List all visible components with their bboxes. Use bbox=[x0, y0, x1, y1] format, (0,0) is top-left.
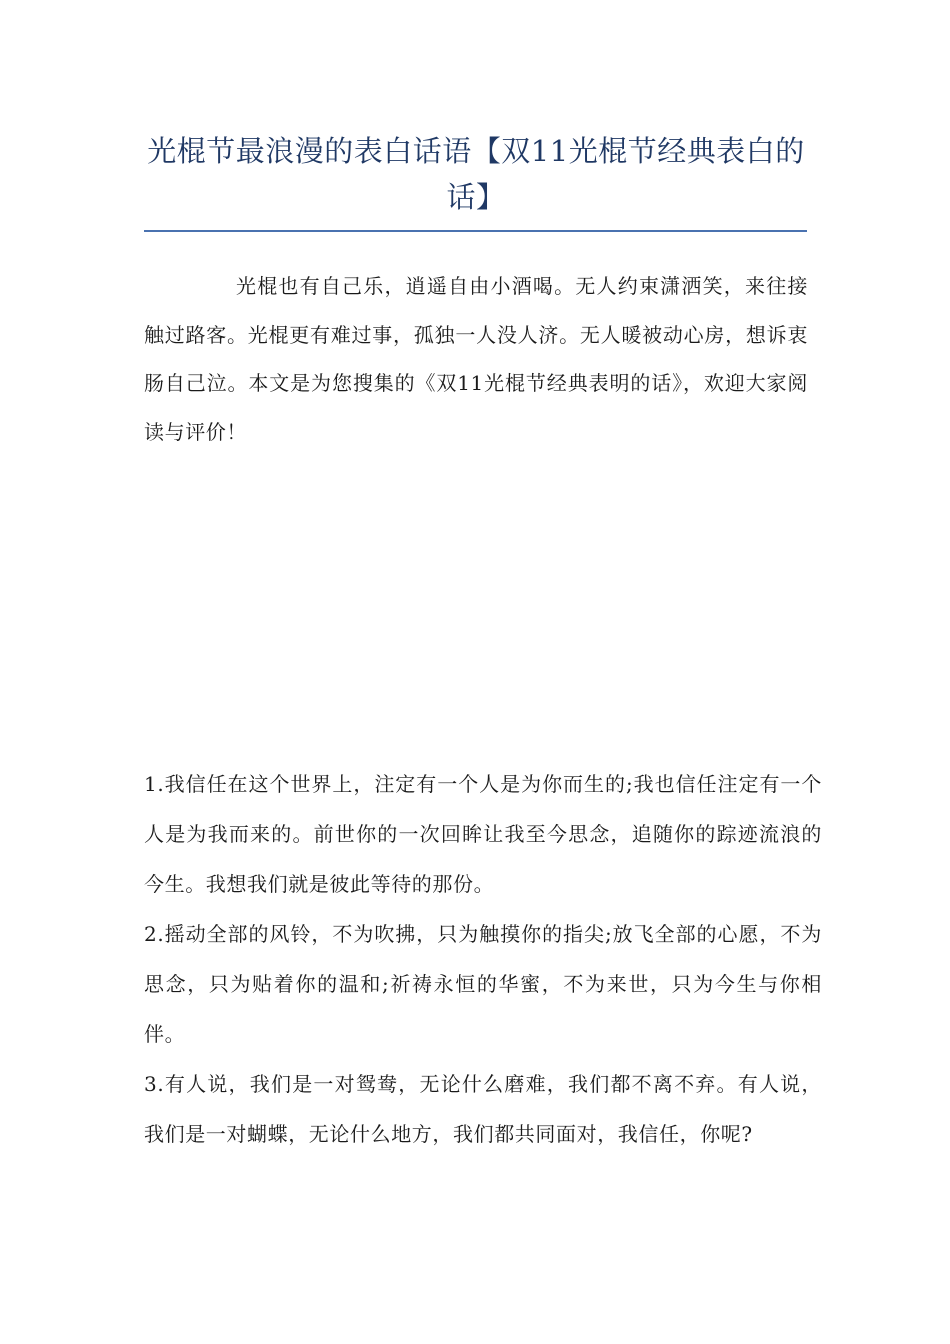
list-item: 1.我信任在这个世界上，注定有一个人是为你而生的;我也信任注定有一个人是为我而来的。前世你的一次回眸让我至今思念，追随你的踪迹流浪的今生。我想我们就是彼此等待的那份。 bbox=[144, 772, 822, 896]
item-list bbox=[144, 759, 822, 1159]
intro-paragraph: 光棍也有自己乐，逍遥自由小酒喝。无人约束潇洒笑，来往接触过路客。光棍更有难过事，孤独一人没人济。无人暖被动心房，想诉衷肠自己泣。本文是为您搜集的《双11光棍节经典表明的话》，欢迎大家阅读与评价！ bbox=[144, 274, 808, 444]
list-item: 3.有人说，我们是一对鸳鸯，无论什么磨难，我们都不离不弃。有人说，我们是一对蝴蝶，无论什么地方，我们都共同面对，我信任，你呢? bbox=[144, 1072, 822, 1146]
document-title: 光棍节最浪漫的表白话语【双11光棍节经典表白的话】 bbox=[147, 134, 805, 214]
list-item: 2.摇动全部的风铃，不为吹拂，只为触摸你的指尖;放飞全部的心愿，不为思念，只为贴着你的温和;祈祷永恒的华蜜，不为来世，只为今生与你相伴。 bbox=[144, 922, 822, 1046]
title-divider bbox=[144, 230, 807, 232]
